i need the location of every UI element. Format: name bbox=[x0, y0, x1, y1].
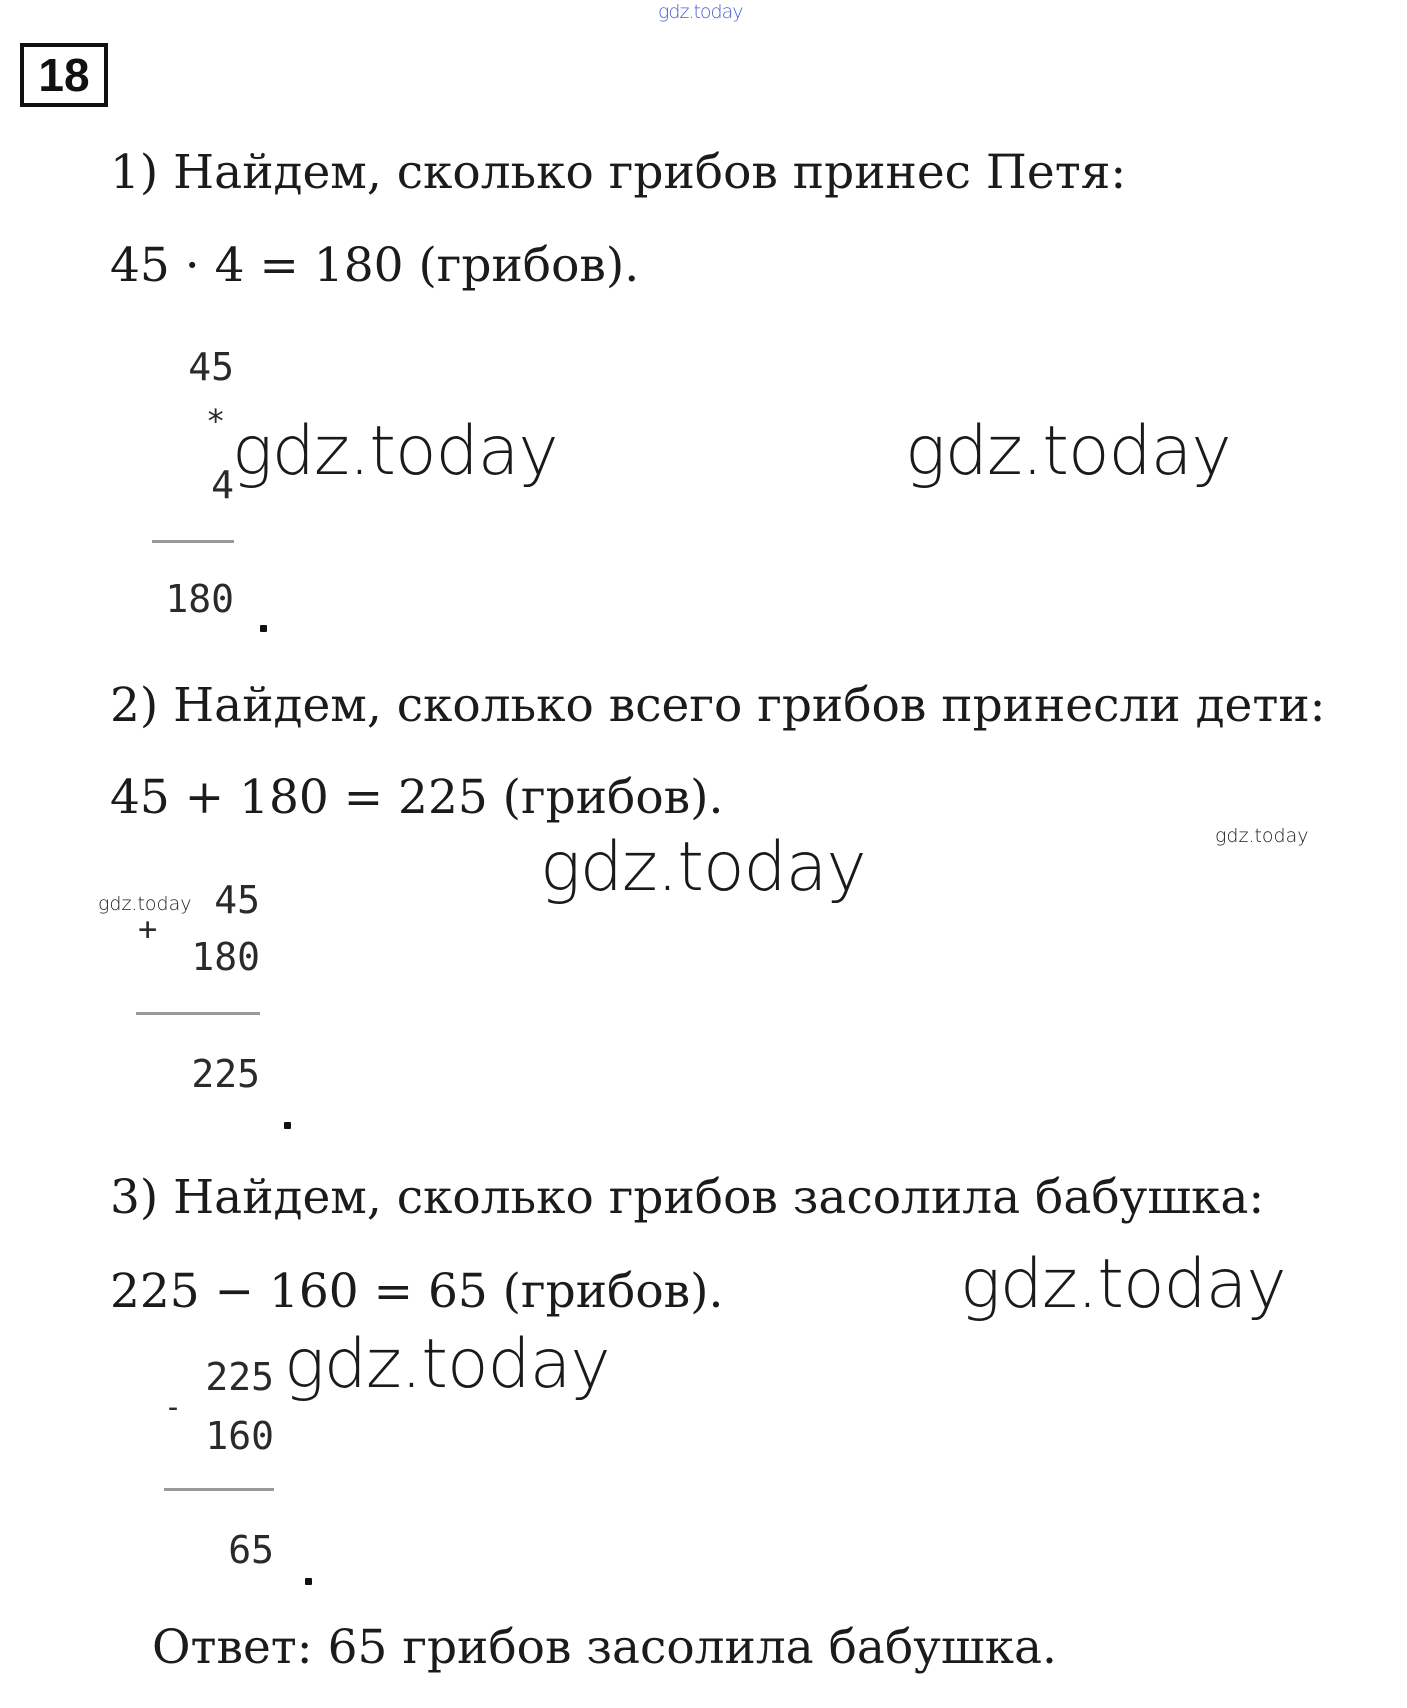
step-1-column-rule bbox=[152, 540, 234, 543]
step-2-equation: 45 + 180 = 225 (грибов). bbox=[110, 770, 724, 825]
step-2-column-dot bbox=[284, 1122, 291, 1129]
step-3-column-result: 65 bbox=[228, 1528, 274, 1572]
step-1-column-result: 180 bbox=[165, 577, 234, 621]
step-3-column-top: 225 bbox=[205, 1355, 274, 1399]
step-2-text: 2) Найдем, сколько всего грибов принесли дети: bbox=[110, 678, 1326, 733]
step-1-text: 1) Найдем, сколько грибов принес Петя: bbox=[110, 145, 1127, 200]
step-2-column-operator: + bbox=[138, 910, 158, 948]
step-3-column-rule bbox=[164, 1488, 274, 1491]
watermark-3: gdz.today bbox=[540, 828, 866, 907]
step-3-column-dot bbox=[305, 1578, 312, 1585]
step-3-column-operator: - bbox=[164, 1390, 183, 1425]
step-3-equation: 225 − 160 = 65 (грибов). bbox=[110, 1264, 724, 1319]
step-2-column-bottom: 180 bbox=[191, 935, 260, 979]
watermark-4: gdz.today bbox=[1215, 825, 1309, 847]
step-1-column-top: 45 bbox=[188, 345, 234, 389]
step-1-column-operator: * bbox=[206, 402, 226, 440]
answer-text: Ответ: 65 грибов засолила бабушка. bbox=[152, 1620, 1057, 1675]
watermark-1: gdz.today bbox=[232, 412, 558, 491]
step-1-equation: 45 · 4 = 180 (грибов). bbox=[110, 238, 640, 293]
watermark-6: gdz.today bbox=[960, 1245, 1286, 1324]
step-3-column-bottom: 160 bbox=[205, 1414, 274, 1458]
step-1-column-dot bbox=[260, 625, 267, 632]
step-2-column-rule bbox=[136, 1012, 260, 1015]
step-1-column-bottom: 4 bbox=[211, 463, 234, 507]
watermark-7: gdz.today bbox=[284, 1325, 610, 1404]
watermark-2: gdz.today bbox=[905, 412, 1231, 491]
step-3-text: 3) Найдем, сколько грибов засолила бабушка: bbox=[110, 1170, 1265, 1225]
watermark-5: gdz.today bbox=[98, 893, 192, 915]
watermark-top: gdz.today bbox=[658, 1, 743, 23]
step-2-column-top: 45 bbox=[214, 878, 260, 922]
problem-number: 18 bbox=[20, 43, 108, 107]
step-2-column-result: 225 bbox=[191, 1052, 260, 1096]
